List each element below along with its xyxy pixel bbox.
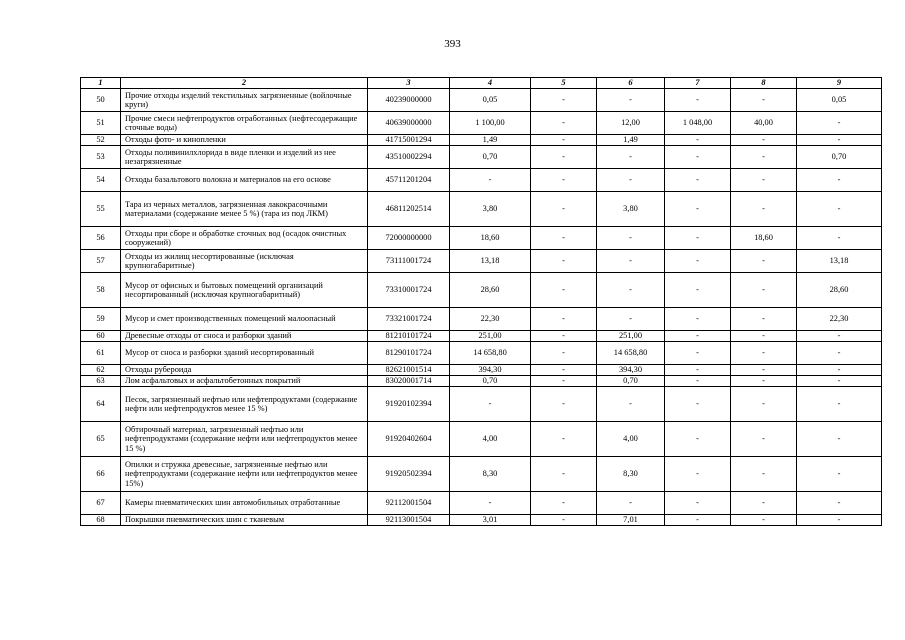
row-number-cell: 63 — [81, 376, 121, 387]
value-cell: - — [665, 273, 731, 308]
value-cell: - — [731, 387, 797, 422]
column-header: 8 — [731, 78, 797, 89]
value-cell: 1 100,00 — [450, 112, 531, 135]
table-row — [81, 89, 882, 112]
value-cell: 394,30 — [597, 365, 665, 376]
column-header: 9 — [797, 78, 882, 89]
value-cell: - — [665, 227, 731, 250]
column-header: 4 — [450, 78, 531, 89]
value-cell: - — [665, 331, 731, 342]
value-cell: 0,70 — [797, 146, 882, 169]
value-cell: - — [531, 112, 597, 135]
value-cell: - — [597, 492, 665, 515]
table-row — [81, 515, 882, 526]
value-cell: - — [531, 135, 597, 146]
value-cell: - — [597, 387, 665, 422]
value-cell: - — [797, 112, 882, 135]
fkko-code-cell: 91920502394 — [368, 457, 450, 492]
fkko-code-cell: 91920402604 — [368, 422, 450, 457]
value-cell: 13,18 — [450, 250, 531, 273]
value-cell: - — [531, 376, 597, 387]
table-row — [81, 422, 882, 457]
value-cell: - — [665, 515, 731, 526]
waste-name-cell: Мусор и смет производственных помещений малоопасный — [121, 308, 368, 331]
value-cell: - — [731, 492, 797, 515]
value-cell: - — [731, 250, 797, 273]
value-cell: - — [797, 387, 882, 422]
value-cell: 22,30 — [797, 308, 882, 331]
value-cell: - — [597, 273, 665, 308]
value-cell: 0,70 — [450, 146, 531, 169]
fkko-code-cell: 73111001724 — [368, 250, 450, 273]
fkko-code-cell: 40639000000 — [368, 112, 450, 135]
column-header: 7 — [665, 78, 731, 89]
row-number-cell: 66 — [81, 457, 121, 492]
value-cell: - — [731, 376, 797, 387]
row-number-cell: 64 — [81, 387, 121, 422]
fkko-code-cell: 81290101724 — [368, 342, 450, 365]
row-number-cell: 65 — [81, 422, 121, 457]
fkko-code-cell: 92112001504 — [368, 492, 450, 515]
value-cell: 28,60 — [450, 273, 531, 308]
value-cell: - — [665, 492, 731, 515]
value-cell: 28,60 — [797, 273, 882, 308]
waste-name-cell: Тара из черных металлов, загрязненная лакокрасочными материалами (содержание менее 5 %) (тара из под ЛКМ) — [121, 192, 368, 227]
row-number-cell: 61 — [81, 342, 121, 365]
table-row — [81, 457, 882, 492]
value-cell: - — [797, 492, 882, 515]
fkko-code-cell: 83020001714 — [368, 376, 450, 387]
value-cell: 14 658,80 — [450, 342, 531, 365]
row-number-cell: 62 — [81, 365, 121, 376]
waste-name-cell: Прочие смеси нефтепродуктов отработанных (нефтесодержащие сточные воды) — [121, 112, 368, 135]
table-header-row — [81, 78, 882, 89]
value-cell: - — [797, 227, 882, 250]
row-number-cell: 67 — [81, 492, 121, 515]
value-cell: - — [665, 308, 731, 331]
waste-name-cell: Древесные отходы от сноса и разборки зданий — [121, 331, 368, 342]
table-row — [81, 169, 882, 192]
waste-name-cell: Обтирочный материал, загрязненный нефтью или нефтепродуктами (содержание нефти или нефтепродуктов менее 15 %) — [121, 422, 368, 457]
fkko-code-cell: 92113001504 — [368, 515, 450, 526]
row-number-cell: 53 — [81, 146, 121, 169]
value-cell: - — [665, 250, 731, 273]
value-cell: - — [797, 515, 882, 526]
waste-name-cell: Отходы базальтового волокна и материалов на его основе — [121, 169, 368, 192]
value-cell: - — [665, 387, 731, 422]
value-cell: - — [531, 192, 597, 227]
table-row — [81, 492, 882, 515]
value-cell: - — [665, 89, 731, 112]
value-cell: - — [665, 169, 731, 192]
value-cell: - — [731, 169, 797, 192]
table-row — [81, 376, 882, 387]
fkko-code-cell: 40239000000 — [368, 89, 450, 112]
value-cell: - — [597, 308, 665, 331]
value-cell: - — [597, 89, 665, 112]
row-number-cell: 59 — [81, 308, 121, 331]
value-cell: 0,70 — [597, 376, 665, 387]
table-row — [81, 273, 882, 308]
value-cell: - — [531, 169, 597, 192]
value-cell: - — [797, 342, 882, 365]
value-cell: - — [665, 365, 731, 376]
row-number-cell: 60 — [81, 331, 121, 342]
value-cell: - — [665, 135, 731, 146]
value-cell: - — [450, 387, 531, 422]
value-cell: - — [531, 89, 597, 112]
table-row — [81, 227, 882, 250]
waste-name-cell: Камеры пневматических шин автомобильных отработанные — [121, 492, 368, 515]
value-cell: 14 658,80 — [597, 342, 665, 365]
column-header: 1 — [81, 78, 121, 89]
value-cell: - — [731, 308, 797, 331]
value-cell: - — [597, 169, 665, 192]
value-cell: 1,49 — [450, 135, 531, 146]
value-cell: - — [531, 146, 597, 169]
value-cell: 251,00 — [450, 331, 531, 342]
row-number-cell: 68 — [81, 515, 121, 526]
value-cell: 18,60 — [450, 227, 531, 250]
value-cell: - — [531, 250, 597, 273]
value-cell: - — [731, 146, 797, 169]
value-cell: - — [731, 422, 797, 457]
fkko-code-cell: 41715001294 — [368, 135, 450, 146]
value-cell: - — [531, 331, 597, 342]
value-cell: - — [597, 227, 665, 250]
table-row — [81, 331, 882, 342]
value-cell: 0,05 — [797, 89, 882, 112]
value-cell: - — [731, 342, 797, 365]
waste-name-cell: Мусор от офисных и бытовых помещений организаций несортированный (исключая крупногабаритный) — [121, 273, 368, 308]
table-row — [81, 112, 882, 135]
waste-table — [80, 77, 882, 526]
value-cell: - — [450, 169, 531, 192]
value-cell: - — [731, 515, 797, 526]
value-cell: - — [531, 515, 597, 526]
waste-name-cell: Мусор от сноса и разборки зданий несортированный — [121, 342, 368, 365]
fkko-code-cell: 82621001514 — [368, 365, 450, 376]
waste-name-cell: Отходы при сборе и обработке сточных вод (осадок очистных сооружений) — [121, 227, 368, 250]
value-cell: - — [731, 273, 797, 308]
page-number: 393 — [444, 38, 461, 50]
table-row — [81, 146, 882, 169]
row-number-cell: 52 — [81, 135, 121, 146]
fkko-code-cell: 73321001724 — [368, 308, 450, 331]
value-cell: 8,30 — [450, 457, 531, 492]
row-number-cell: 54 — [81, 169, 121, 192]
waste-name-cell: Покрышки пневматических шин с тканевым — [121, 515, 368, 526]
value-cell: - — [797, 365, 882, 376]
table-row — [81, 308, 882, 331]
table-row — [81, 365, 882, 376]
column-header: 6 — [597, 78, 665, 89]
value-cell: - — [731, 457, 797, 492]
value-cell: - — [731, 365, 797, 376]
value-cell: - — [731, 192, 797, 227]
value-cell: - — [531, 308, 597, 331]
row-number-cell: 56 — [81, 227, 121, 250]
value-cell: - — [531, 387, 597, 422]
value-cell: - — [531, 227, 597, 250]
row-number-cell: 51 — [81, 112, 121, 135]
row-number-cell: 58 — [81, 273, 121, 308]
value-cell: 22,30 — [450, 308, 531, 331]
value-cell: - — [797, 376, 882, 387]
waste-name-cell: Прочие отходы изделий текстильных загрязненные (войлочные круги) — [121, 89, 368, 112]
value-cell: - — [731, 89, 797, 112]
value-cell: - — [797, 169, 882, 192]
value-cell: - — [665, 457, 731, 492]
value-cell: 1,49 — [597, 135, 665, 146]
fkko-code-cell: 46811202514 — [368, 192, 450, 227]
table-row — [81, 192, 882, 227]
value-cell: - — [731, 331, 797, 342]
value-cell: 40,00 — [731, 112, 797, 135]
table-row — [81, 387, 882, 422]
waste-name-cell: Отходы из жилищ несортированные (исключая крупногабаритные) — [121, 250, 368, 273]
value-cell: 18,60 — [731, 227, 797, 250]
waste-name-cell: Песок, загрязненный нефтью или нефтепродуктами (содержание нефти или нефтепродуктов менее 15 %) — [121, 387, 368, 422]
value-cell: - — [597, 146, 665, 169]
value-cell: - — [531, 457, 597, 492]
row-number-cell: 50 — [81, 89, 121, 112]
value-cell: - — [597, 250, 665, 273]
fkko-code-cell: 45711201204 — [368, 169, 450, 192]
value-cell: - — [665, 192, 731, 227]
value-cell: - — [531, 422, 597, 457]
row-number-cell: 57 — [81, 250, 121, 273]
waste-name-cell: Отходы рубероида — [121, 365, 368, 376]
waste-name-cell: Лом асфальтовых и асфальтобетонных покрытий — [121, 376, 368, 387]
value-cell: - — [665, 376, 731, 387]
value-cell: - — [665, 422, 731, 457]
value-cell: - — [531, 492, 597, 515]
table-row — [81, 250, 882, 273]
value-cell: 0,70 — [450, 376, 531, 387]
fkko-code-cell: 72000000000 — [368, 227, 450, 250]
value-cell: 1 048,00 — [665, 112, 731, 135]
value-cell: 394,30 — [450, 365, 531, 376]
value-cell: - — [797, 457, 882, 492]
value-cell: - — [665, 146, 731, 169]
column-header: 2 — [121, 78, 368, 89]
value-cell: - — [797, 422, 882, 457]
value-cell: 12,00 — [597, 112, 665, 135]
value-cell: 0,05 — [450, 89, 531, 112]
column-header: 5 — [531, 78, 597, 89]
value-cell: - — [450, 492, 531, 515]
value-cell: 251,00 — [597, 331, 665, 342]
waste-name-cell: Опилки и стружка древесные, загрязненные нефтью или нефтепродуктами (содержание нефти или нефтепродуктов менее 15%) — [121, 457, 368, 492]
fkko-code-cell: 73310001724 — [368, 273, 450, 308]
table-row — [81, 135, 882, 146]
value-cell: - — [797, 135, 882, 146]
value-cell: 3,01 — [450, 515, 531, 526]
value-cell: - — [531, 273, 597, 308]
value-cell: 8,30 — [597, 457, 665, 492]
value-cell: - — [731, 135, 797, 146]
value-cell: 7,01 — [597, 515, 665, 526]
waste-name-cell: Отходы поливинилхлорида в виде пленки и изделий из нее незагрязненные — [121, 146, 368, 169]
value-cell: - — [665, 342, 731, 365]
value-cell: 13,18 — [797, 250, 882, 273]
value-cell: - — [531, 342, 597, 365]
waste-name-cell: Отходы фото- и кинопленки — [121, 135, 368, 146]
value-cell: 4,00 — [450, 422, 531, 457]
row-number-cell: 55 — [81, 192, 121, 227]
column-header: 3 — [368, 78, 450, 89]
value-cell: 3,80 — [450, 192, 531, 227]
fkko-code-cell: 91920102394 — [368, 387, 450, 422]
fkko-code-cell: 43510002294 — [368, 146, 450, 169]
value-cell: - — [797, 192, 882, 227]
value-cell: 4,00 — [597, 422, 665, 457]
table-row — [81, 342, 882, 365]
fkko-code-cell: 81210101724 — [368, 331, 450, 342]
value-cell: - — [797, 331, 882, 342]
value-cell: - — [531, 365, 597, 376]
value-cell: 3,80 — [597, 192, 665, 227]
